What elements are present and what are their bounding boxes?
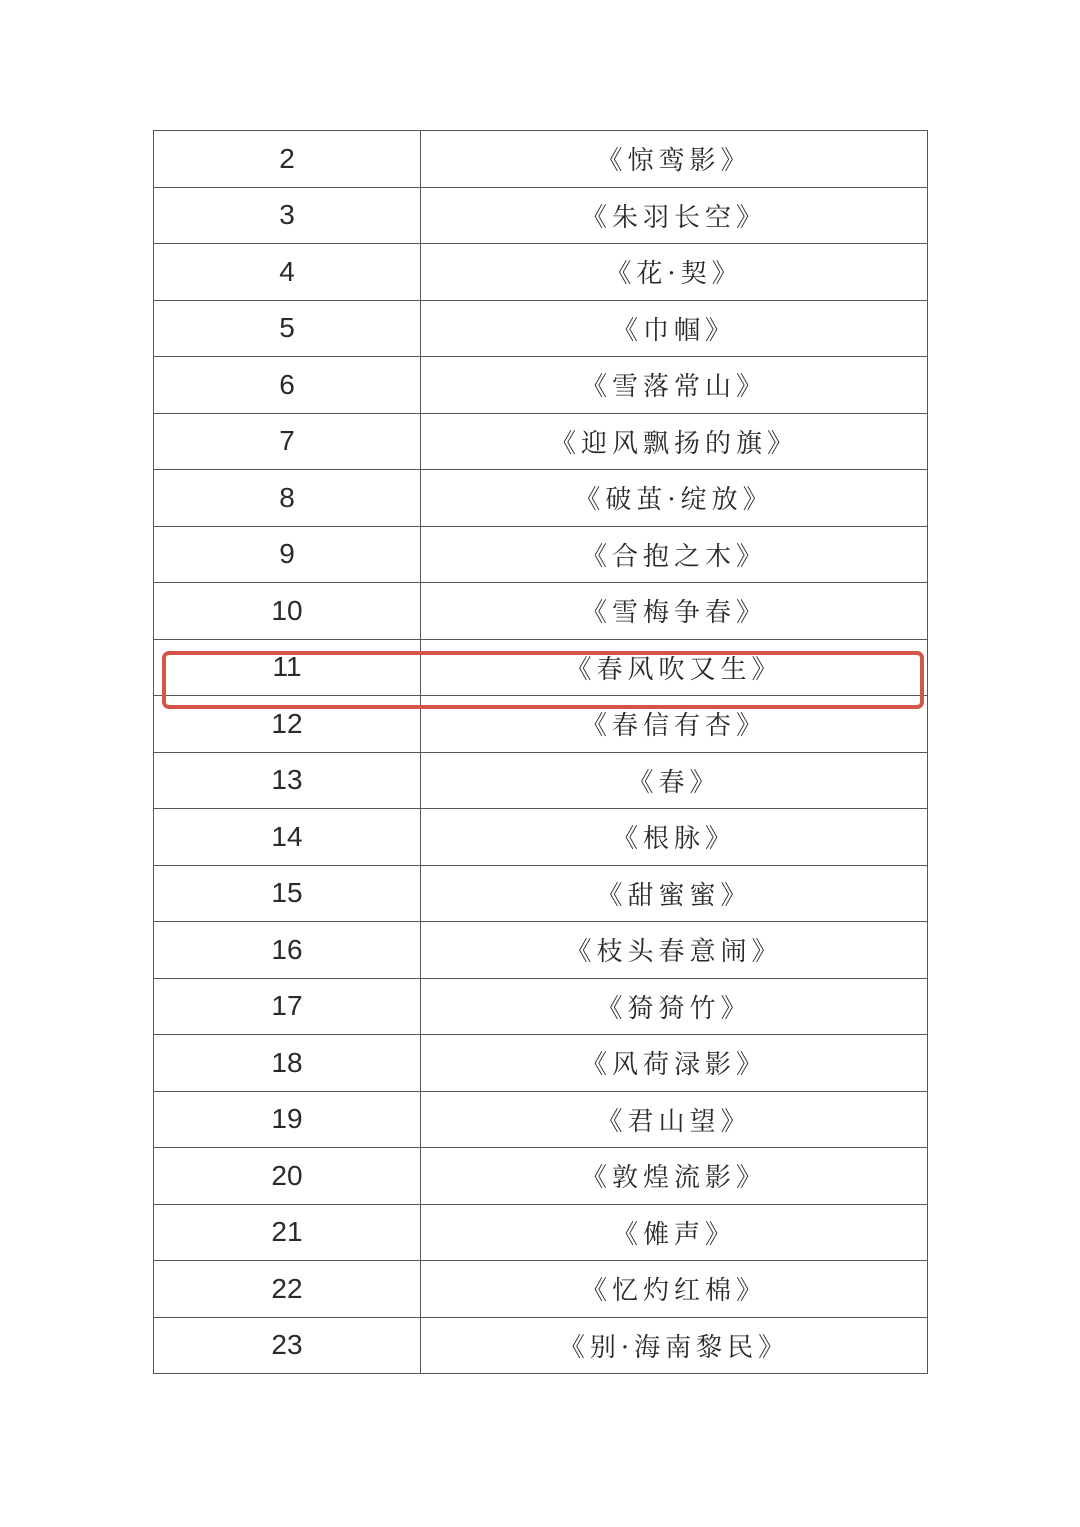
row-title: 《君山望》 <box>421 1091 928 1148</box>
table-row <box>154 1091 928 1148</box>
table-row <box>154 865 928 922</box>
row-number: 10 <box>154 583 421 640</box>
row-number: 2 <box>154 131 421 188</box>
row-title: 《甜蜜蜜》 <box>421 865 928 922</box>
table-row <box>154 470 928 527</box>
table-row <box>154 1261 928 1318</box>
row-number: 14 <box>154 809 421 866</box>
row-number: 19 <box>154 1091 421 1148</box>
table-row <box>154 187 928 244</box>
table-row <box>154 300 928 357</box>
entry-table-body <box>154 131 928 1374</box>
row-title: 《朱羽长空》 <box>421 187 928 244</box>
table-row-highlighted <box>154 639 928 696</box>
row-number: 20 <box>154 1148 421 1205</box>
row-title: 《风荷渌影》 <box>421 1035 928 1092</box>
row-title: 《惊鸾影》 <box>421 131 928 188</box>
table-row <box>154 752 928 809</box>
row-number: 22 <box>154 1261 421 1318</box>
row-number: 6 <box>154 357 421 414</box>
row-title: 《猗猗竹》 <box>421 978 928 1035</box>
row-number: 21 <box>154 1204 421 1261</box>
row-title: 《合抱之木》 <box>421 526 928 583</box>
row-title: 《破茧·绽放》 <box>421 470 928 527</box>
row-title: 《敦煌流影》 <box>421 1148 928 1205</box>
table-row <box>154 1035 928 1092</box>
table-row <box>154 809 928 866</box>
row-title: 《春》 <box>421 752 928 809</box>
row-number: 11 <box>154 639 421 696</box>
row-title: 《巾帼》 <box>421 300 928 357</box>
table-row <box>154 526 928 583</box>
table-row <box>154 583 928 640</box>
row-number: 23 <box>154 1317 421 1374</box>
row-title: 《春信有杏》 <box>421 696 928 753</box>
row-title: 《别·海南黎民》 <box>421 1317 928 1374</box>
row-number: 17 <box>154 978 421 1035</box>
row-number: 13 <box>154 752 421 809</box>
row-number: 9 <box>154 526 421 583</box>
row-number: 18 <box>154 1035 421 1092</box>
row-title: 《枝头春意闹》 <box>421 922 928 979</box>
row-title: 《忆灼红棉》 <box>421 1261 928 1318</box>
row-title: 《雪梅争春》 <box>421 583 928 640</box>
table-row <box>154 696 928 753</box>
row-title: 《傩声》 <box>421 1204 928 1261</box>
row-title: 《根脉》 <box>421 809 928 866</box>
row-number: 7 <box>154 413 421 470</box>
row-number: 15 <box>154 865 421 922</box>
row-number: 4 <box>154 244 421 301</box>
table-row <box>154 357 928 414</box>
row-title: 《雪落常山》 <box>421 357 928 414</box>
table-row <box>154 413 928 470</box>
row-title: 《春风吹又生》 <box>421 639 928 696</box>
table-row <box>154 1317 928 1374</box>
row-title: 《迎风飘扬的旗》 <box>421 413 928 470</box>
table-row <box>154 131 928 188</box>
row-number: 5 <box>154 300 421 357</box>
table-row <box>154 922 928 979</box>
row-number: 16 <box>154 922 421 979</box>
entry-list-sheet <box>153 130 927 1374</box>
table-row <box>154 1148 928 1205</box>
row-number: 8 <box>154 470 421 527</box>
entry-table <box>153 130 928 1374</box>
row-title: 《花·契》 <box>421 244 928 301</box>
table-row <box>154 244 928 301</box>
table-row <box>154 978 928 1035</box>
row-number: 3 <box>154 187 421 244</box>
row-number: 12 <box>154 696 421 753</box>
table-row <box>154 1204 928 1261</box>
